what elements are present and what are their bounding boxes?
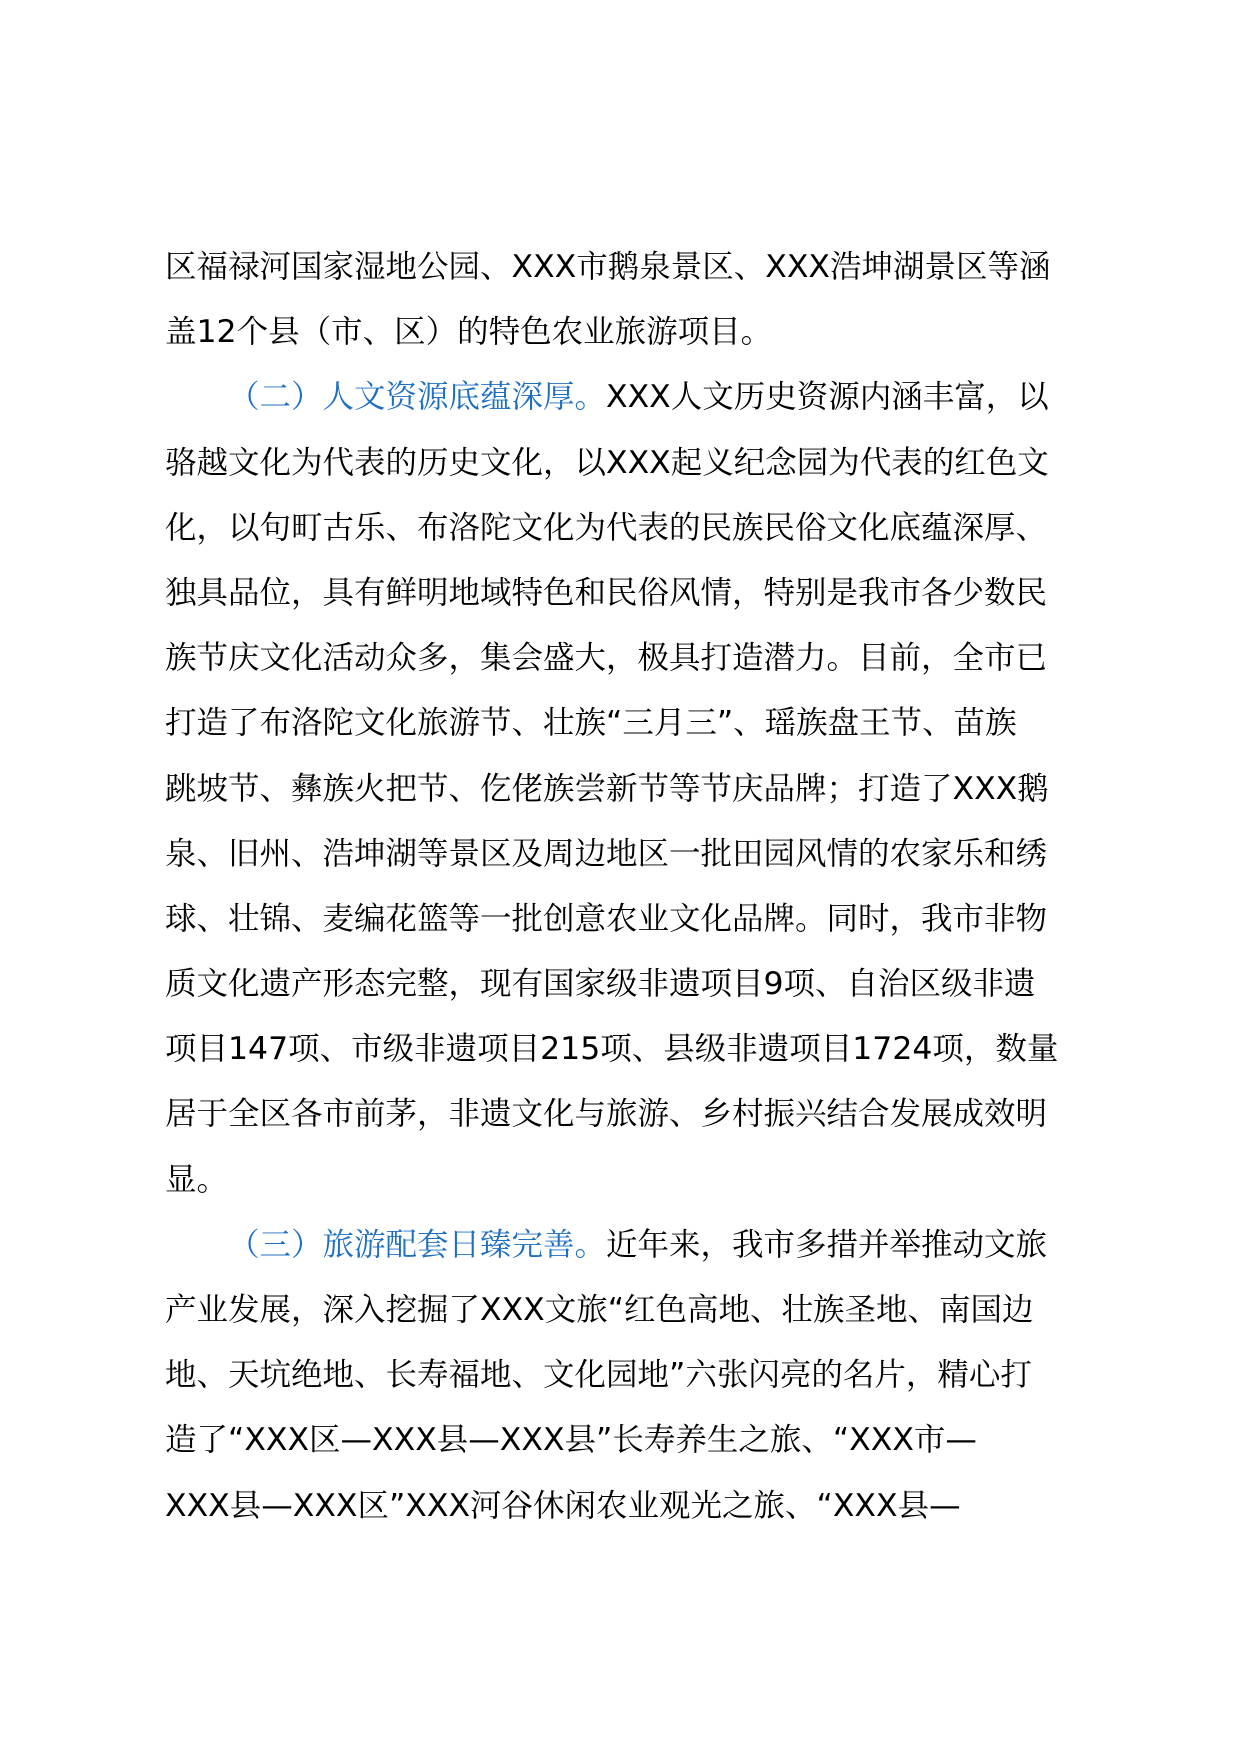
- body-text-line: 骆越文化为代表的历史文化，以XXX起义纪念园为代表的红色文: [165, 444, 1049, 481]
- body-text-line: 泉、旧州、浩坤湖等景区及周边地区一批田园风情的农家乐和绣: [165, 835, 1048, 872]
- body-text-line: 区福禄河国家湿地公园、XXX市鹅泉景区、XXX浩坤湖景区等涵: [165, 249, 1051, 285]
- body-text-line: 显。: [165, 1161, 229, 1198]
- body-text-line: 化，以句町古乐、布洛陀文化为代表的民族民俗文化底蕴深厚、: [165, 509, 1048, 546]
- body-text-line: 打造了布洛陀文化旅游节、壮族“三月三”、瑶族盘王节、苗族: [165, 705, 1017, 742]
- body-text-line: 项目147项、市级非遗项目215项、县级非遗项目1724项，数量: [165, 1031, 1059, 1068]
- body-text-line: XXX县—XXX区”XXX河谷休闲农业观光之旅、“XXX县—: [165, 1487, 961, 1524]
- body-text-line: 族节庆文化活动众多，集会盛大，极具打造潜力。目前，全市已: [165, 640, 1048, 677]
- body-text-line: 造了“XXX区—XXX县—XXX县”长寿养生之旅、“XXX市—: [165, 1422, 977, 1459]
- body-text-line: 跳坡节、彝族火把节、仡佬族尝新节等节庆品牌；打造了XXX鹅: [165, 770, 1049, 807]
- body-text: XXX人文历史资源内涵丰富，以: [606, 379, 1049, 416]
- document-body: [165, 235, 1100, 1539]
- body-text-line: 质文化遗产形态完整，现有国家级非遗项目9项、自治区级非遗: [165, 966, 1036, 1003]
- body-text-line: 盖12个县（市、区）的特色农业旅游项目。: [165, 314, 773, 351]
- body-text: 近年来，我市多措并举推动文旅: [606, 1226, 1048, 1263]
- paragraph-first-line: [165, 365, 1100, 430]
- paragraph-first-line: [165, 1213, 1100, 1278]
- body-text-line: 独具品位，具有鲜明地域特色和民俗风情，特别是我市各少数民: [165, 574, 1048, 611]
- body-text-line: 居于全区各市前茅，非遗文化与旅游、乡村振兴结合发展成效明: [165, 1096, 1048, 1133]
- body-text-line: 地、天坑绝地、长寿福地、文化园地”六张闪亮的名片，精心打: [165, 1357, 1032, 1394]
- body-text-line: 产业发展，深入挖掘了XXX文旅“红色高地、壮族圣地、南国边: [165, 1292, 1034, 1328]
- body-text-line: 球、壮锦、麦编花篮等一批创意农业文化品牌。同时，我市非物: [165, 900, 1048, 937]
- section-heading: （二）人文资源底蕴深厚。: [228, 379, 607, 416]
- section-heading: （三）旅游配套日臻完善。: [228, 1226, 607, 1263]
